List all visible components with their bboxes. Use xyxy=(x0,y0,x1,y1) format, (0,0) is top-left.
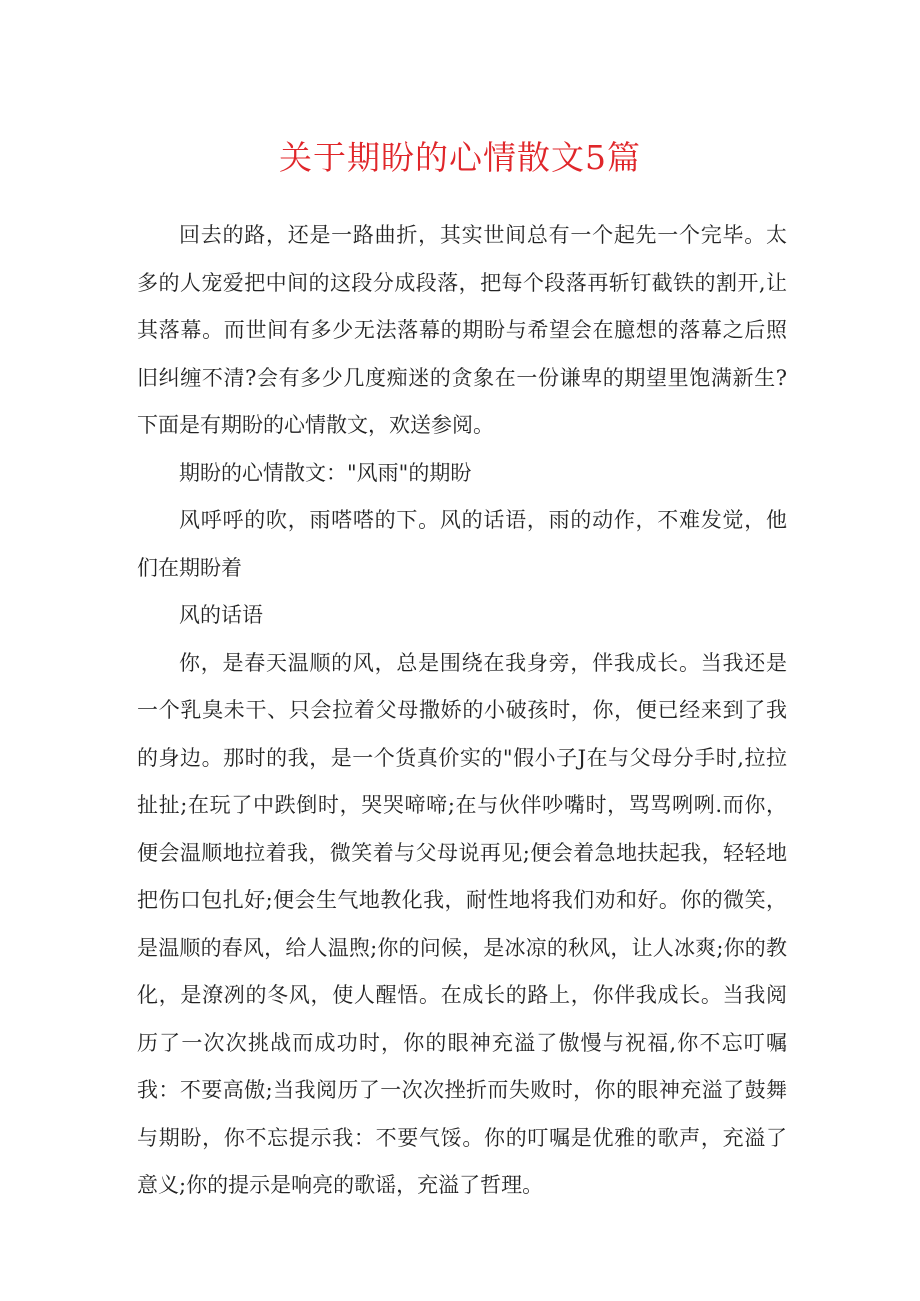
section-heading: 期盼的心情散文："风雨"的期盼 xyxy=(179,460,472,485)
document-title: 关于期盼的心情散文5篇 xyxy=(279,138,641,177)
body-paragraph: 风呼呼的吹，雨嗒嗒的下。风的话语，雨的动作，不难发觉，他们在期盼着 xyxy=(137,508,787,580)
subsection-heading: 风的话语 xyxy=(179,603,263,627)
body-paragraph: 你，是春天温顺的风，总是围绕在我身旁，伴我成长。当我还是一个乳臭未干、只会拉着父母撒娇的小破孩时，你，便已经来到了我的身边。那时的我，是一个货真价实的"假小子J在与父母分手时,拉拉扯扯;在玩了中跌倒时，哭哭啼啼;在与伙伴吵嘴时，骂骂咧咧.而你，便会温顺地拉着我，微笑着与父母说再见;便会着急地扶起我，轻轻地把伤口包扎好;便会生气地教化我，耐性地将我们劝和好。你的微笑，是温顺的春风，给人温煦;你的问候，是冰凉的秋风，让人冰爽;你的教化，是潦冽的冬风，使人醒悟。在成长的路上，你伴我成长。当我阅历了一次次挑战而成功时，你的眼神充溢了傲慢与祝福,你不忘叮嘱我：不要高傲;当我阅历了一次次挫折而失败时，你的眼神充溢了鼓舞与期盼，你不忘提示我：不要气馁。你的叮嘱是优雅的歌声，充溢了意义;你的提示是响亮的歌谣，充溢了哲理。 xyxy=(137,650,787,1197)
document-body xyxy=(137,212,787,1210)
intro-paragraph: 回去的路，还是一路曲折，其实世间总有一个起先一个完毕。太多的人宠爱把中间的这段分成段落，把每个段落再斩钉截铁的割开,让其落幕。而世间有多少无法落幕的期盼与希望会在臆想的落幕之后照旧纠缠不清?会有多少几度痴迷的贪象在一份谦卑的期望里饱满新生?下面是有期盼的心情散文，欢送参阅。 xyxy=(137,223,787,437)
